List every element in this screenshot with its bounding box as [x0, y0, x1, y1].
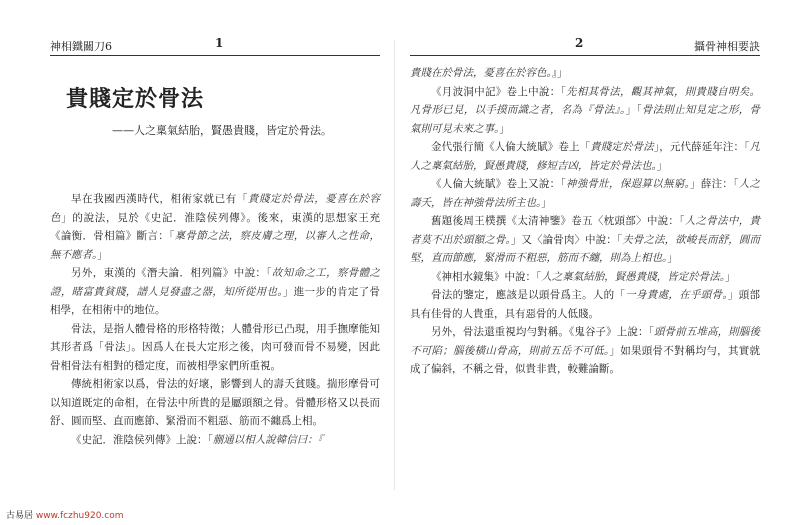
- left-page: [50, 0, 380, 510]
- chapter-title: 貴賤定於骨法: [66, 86, 205, 112]
- paragraph: 骨法，是指人體骨格的形格特徵；人體骨形已凸現，用手撫摩能知其形者爲「骨法」。因爲人在長大定形之後，肉可發而骨不易變，因此骨相骨法有相對的穩定度，而被相學家們所重視。: [50, 322, 380, 372]
- paragraph: 《神相水鏡集》中說：「人之稟氣結胎，賢愚貴賤，皆定於骨法。」: [431, 270, 736, 283]
- left-header-title: 神相鐵關刀6: [50, 40, 112, 53]
- chapter-subtitle: ——人之稟氣結胎，賢愚貴賤，皆定於骨法。: [112, 124, 332, 137]
- left-header-rule: [50, 55, 380, 56]
- paragraph: 另外，骨法還重視均勻對稱。《鬼谷子》上說：「頭骨前五堆高，則腦後不可陷；腦後橫山骨高，則前五岳不可低。」如果頭骨不對稱均勻，其實就成了偏斜，不稱之骨，似貴非貴，較難論斷。: [410, 326, 761, 375]
- site-watermark: [6, 508, 124, 521]
- left-page-number: 1: [215, 36, 224, 50]
- paragraph: 《月波洞中記》卷上中說：「先相其骨法，觀其神氣，則貴賤自明矣。凡骨形已見，以手摸而識之者，名為『骨法』。」「骨法則止知見定之形，骨氣則可見未來之事。」: [410, 85, 761, 135]
- left-page-header: [50, 38, 380, 52]
- right-page: [410, 0, 760, 510]
- paragraph: 《人倫大統賦》卷上又說：「神強骨壯，保遐算以無窮。」薛注：「人之壽夭，皆在神強骨法所主也。」: [410, 178, 761, 209]
- paragraph: 骨法的鑒定，應該是以頭骨爲主。人的「一身貴處，在乎頭骨。」頭部具有佳骨的人貴重，具有惡骨的人低賤。: [410, 289, 761, 320]
- page-gutter: [394, 40, 395, 490]
- right-header-title: 攝骨神相要訣: [694, 40, 760, 53]
- watermark-site-name: 古易居: [6, 511, 34, 521]
- right-page-header: [410, 38, 760, 52]
- paragraph: 另外，東漢的《潛夫論．相列篇》中說：「故知命之工，察骨體之證，睹富貴貧賤，譜人見發盡之器，知所從用也。」進一步的肯定了骨相學，在相術中的地位。: [50, 267, 381, 316]
- right-page-body: [410, 64, 760, 379]
- left-page-body: [50, 190, 380, 449]
- paragraph: 早在我國西漢時代，相術家就已有「貴賤定於骨法，憂喜在於容色」的說法，見於《史記．淮陰侯列傳》。後來，東漢的思想家王充《論衡．骨相篇》斷言：「稟骨節之法，察皮膚之理，以審人之性命，無不應者。」: [50, 193, 381, 261]
- paragraph: 《史記．淮陰侯列傳》上說：「蒯通以相人說韓信曰：『: [71, 433, 323, 446]
- paragraph: 金代張行簡《人倫大統賦》卷上「貴賤定於骨法」，元代薛延年注：「凡人之稟氣結胎，賢愚貴賤，修短吉凶，皆定於骨法也。」: [410, 141, 761, 172]
- right-page-number: 2: [575, 36, 584, 50]
- paragraph: 舊題後周王樸撰《太清神鑒》卷五〈枕頭部〉中說：「人之骨法中，貴者莫不出於頭額之骨。」又〈論骨肉〉中說：「夫骨之法，欲峻長而舒，圓而堅，直而節應，緊滑而不粗惡，筋而不纏，則為上相也。」: [410, 215, 761, 264]
- right-header-rule: [410, 55, 760, 56]
- paragraph: 傳統相術家以爲，骨法的好壞，影響到人的壽夭貧賤。揣形摩骨可以知道既定的命相，在骨法中所貴的是屬頭額之骨。骨體形格又以長而舒、圓而堅、直而應節、緊滑而不粗惡、筋而不纏爲上相。: [50, 378, 380, 427]
- watermark-url[interactable]: www.fczhu920.com: [35, 511, 124, 521]
- paragraph: 貴賤在於骨法，憂喜在於容色。』」: [410, 67, 568, 79]
